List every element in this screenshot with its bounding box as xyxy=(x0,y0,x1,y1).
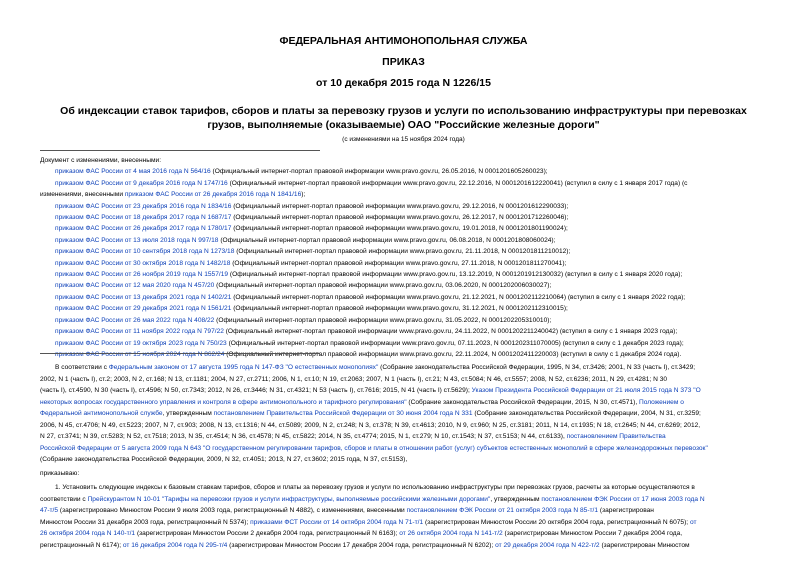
document-link[interactable]: Российской Федерации от 5 августа 2009 года N 643 "О государственном регулировании тарифов, сборов и платы в отношении работ (услуг) субъектов естественных монополий в сфере железнодорожных перевозок" xyxy=(40,444,708,452)
text-fragment: (зарегистрирован xyxy=(598,507,654,514)
document-link[interactable]: Положением о xyxy=(639,398,684,406)
document-link[interactable]: постановлением ФЭК России от 21 октября 2003 года N 85-т/1 xyxy=(406,507,599,514)
document-link[interactable]: приказом ФАС России от 13 декабря 2021 года N 1402/21 xyxy=(55,293,232,301)
document-link[interactable]: 26 октября 2004 года N 140-т/1 xyxy=(40,530,136,537)
text-fragment: (Официальный интернет-портал правовой информации www.pravo.gov.ru, 21.11.2018, N 0001201811210012); xyxy=(234,248,571,256)
text-fragment: В соответствии с xyxy=(55,364,109,371)
change-item xyxy=(40,326,770,337)
text-fragment: соответствии с xyxy=(40,495,88,503)
doc-title: Об индексации ставок тарифов, сборов и платы за перевозку грузов и услуги по использованию инфраструктуры при перевозках грузов, выполняемые (оказываемые) ОАО "Российские железные дороги" xyxy=(60,105,747,131)
doc-date: от 10 декабря 2015 года N 1226/15 xyxy=(316,77,491,89)
text-fragment: (Официальный интернет-портал правовой информации www.pravo.gov.ru, 07.11.2023, N 0001202311070005) (вступил в силу с 1 декабря 2023 года); xyxy=(226,339,684,347)
text-fragment: (зарегистрирован Минюстом России 2 декабря 2004 года, регистрационный N 6163); xyxy=(135,530,400,537)
document-link[interactable]: приказами ФСТ России от 14 октября 2004 года N 71-т/1 xyxy=(250,518,424,526)
text-line xyxy=(40,505,770,517)
text-fragment: ); xyxy=(301,191,306,199)
document-link[interactable]: приказом ФАС России от 23 декабря 2016 года N 1834/16 xyxy=(55,202,232,210)
change-item xyxy=(40,349,770,360)
document-link[interactable]: приказом ФАС России от 15 ноября 2024 года N 862/24 xyxy=(55,350,225,358)
document-link[interactable]: постановлением Правительства Российской Федерации от 30 июня 2004 года N 331 xyxy=(213,410,473,417)
text-line xyxy=(40,540,770,552)
text-fragment: (Официальный интернет-портал правовой информации www.pravo.gov.ru, 29.12.2016, N 0001201612290033); xyxy=(231,202,569,210)
text-fragment: (часть I), ст.4590, N 30 (часть I), ст.4596; N 50, ст.7343; 2012, N 26, ст.3446; N 31, ст.4321; N 53 (часть I), ст.7616; 2015, N 41 (часть I) ст.5629); xyxy=(40,387,472,394)
text-fragment: (Официальный интернет-портал правовой информации www.pravo.gov.ru, 24.11.2022, N 0001202211240042) (вступил в силу с 1 января 2023 года); xyxy=(223,328,678,336)
change-item xyxy=(40,201,770,212)
text-fragment: (Собрание законодательства Российской Федерации, 2004, N 31, ст.3259; xyxy=(472,410,701,417)
document-link[interactable]: приказом ФАС России от 18 декабря 2017 года N 1687/17 xyxy=(55,214,232,222)
text-line xyxy=(40,408,770,420)
order-word: приказываю: xyxy=(40,470,80,477)
agency-name: ФЕДЕРАЛЬНАЯ АНТИМОНОПОЛЬНАЯ СЛУЖБА xyxy=(279,35,528,47)
change-item xyxy=(40,292,770,303)
change-item xyxy=(40,303,770,314)
text-line xyxy=(40,443,770,455)
changes-list xyxy=(40,155,770,360)
change-item xyxy=(40,315,770,326)
text-line xyxy=(40,362,770,374)
text-line xyxy=(40,385,770,397)
text-fragment: (зарегистрирован Минюстом России 17 декабря 2004 года, регистрационный N 6202); xyxy=(227,541,496,549)
preamble-paragraph xyxy=(40,362,770,466)
text-line xyxy=(40,431,770,443)
document-link[interactable]: от xyxy=(689,518,697,526)
document-link[interactable]: приказом ФАС России от 29 декабря 2021 года N 1561/21 xyxy=(55,305,232,313)
document-link[interactable]: от 29 декабря 2004 года N 422-т/2 xyxy=(495,541,600,549)
document-link[interactable]: Указом Президента Российской Федерации от 21 июля 2015 года N 373 "О xyxy=(471,387,701,394)
text-fragment: N 27, ст.3741; N 39, ст.5283; N 52, ст.7518; 2013, N 35, ст.4514; N 36, ст.4578; N 45, ст.5822; 2014, N 35, ст.4774; 2015, N 1, ст.279; N 10, ст.1543; N 37, ст.5153; N 44, ст.6133), xyxy=(40,433,567,440)
text-fragment: (Официальный интернет-портал правовой информации www.pravo.gov.ru, 26.05.2016, N 0001201605260023); xyxy=(210,168,548,176)
document-link[interactable]: постановлением ФЭК России от 17 июня 2003 года N xyxy=(541,495,705,503)
change-item xyxy=(40,212,770,223)
change-item xyxy=(40,258,770,269)
text-line xyxy=(40,494,770,506)
document-link[interactable]: от 16 декабря 2004 года N 295-т/4 xyxy=(122,541,228,549)
document-link[interactable]: приказом ФАС России от 13 июля 2018 года N 997/18 xyxy=(55,236,219,244)
divider xyxy=(40,150,320,151)
doc-status: (с изменениями на 15 ноября 2024 года) xyxy=(342,136,465,143)
text-fragment: , утвержденным xyxy=(162,410,214,417)
text-fragment: 1. Установить следующие индексы к базовым ставкам тарифов, сборов и платы за перевозку грузов и услуги по использованию инфраструктуры при перевозках грузов, расчеты за которые осуществляются в xyxy=(55,484,695,491)
document-link[interactable]: 47-т/5 xyxy=(40,507,59,514)
document-link[interactable]: от 26 октября 2004 года N 141-т/2 xyxy=(399,530,503,537)
document-link[interactable]: приказом ФАС России от 11 ноября 2022 года N 797/22 xyxy=(55,328,224,336)
text-fragment: (Собрание законодательства Российской Федерации, 1995, N 34, ст.3426; 2001, N 33 (часть I), ст.3429; xyxy=(378,364,696,371)
change-item xyxy=(40,280,770,291)
document-link[interactable]: приказом ФАС России от 10 сентября 2018 года N 1273/18 xyxy=(55,248,235,256)
document-link[interactable]: Федеральным законом от 17 августа 1995 года N 147-ФЗ "О естественных монополиях" xyxy=(108,364,379,371)
text-fragment: (зарегистрировано Минюстом России 9 июля 2003 года, регистрационный N 4882), с изменениями, внесенными xyxy=(58,507,407,514)
text-fragment: (Официальный интернет-портал правовой информации www.pravo.gov.ru, 06.08.2018, N 0001201808060024); xyxy=(218,236,556,244)
text-fragment: (Официальный интернет-портал правовой информации www.pravo.gov.ru, 03.06.2020, N 0001202006030027); xyxy=(214,282,552,290)
text-fragment: изменениями, внесенными xyxy=(40,191,125,199)
text-line xyxy=(40,374,770,386)
text-fragment: (зарегистрирован Минюстом России 7 декабря 2004 года, xyxy=(502,530,683,537)
document-link[interactable]: приказом ФАС России от 12 мая 2020 года N 457/20 xyxy=(55,282,215,290)
doc-type: ПРИКАЗ xyxy=(382,56,425,68)
document-link[interactable]: постановлением Правительства xyxy=(566,433,666,440)
text-fragment: (Официальный интернет-портал правовой информации www.pravo.gov.ru, 13.12.2019, N 0001201912130032) (вступил в силу с 1 января 2020 года); xyxy=(228,271,683,279)
text-fragment: (Официальный интернет-портал правовой информации www.pravo.gov.ru, 21.12.2021, N 0001202112210064) (вступил в силу с 1 января 2022 года); xyxy=(231,293,686,301)
change-item xyxy=(40,166,770,177)
text-fragment: (зарегистрирован Минюстом России 20 октября 2004 года, регистрационный N 6075); xyxy=(423,518,690,526)
point-1-paragraph xyxy=(40,482,770,551)
document-link[interactable]: приказом ФАС России от 4 мая 2016 года N 564/16 xyxy=(55,168,211,176)
text-fragment: (Официальный интернет-портал правовой информации www.pravo.gov.ru, 31.12.2021, N 0001202112310015); xyxy=(231,305,568,313)
change-item xyxy=(40,235,770,246)
change-item xyxy=(40,223,770,234)
divider xyxy=(40,353,320,354)
document-link[interactable]: приказом ФАС России от 26 мая 2022 года N 408/22 xyxy=(55,316,215,324)
text-fragment: (Собрание законодательства Российской Федерации, 2015, N 30, ст.4571), xyxy=(406,398,639,406)
text-line xyxy=(40,528,770,540)
change-item xyxy=(40,189,770,200)
document-link[interactable]: приказом ФАС России от 19 октября 2023 года N 750/23 xyxy=(55,339,227,347)
text-fragment: 2006, N 45, ст.4706; N 49, ст.5223; 2007, N 7, ст.903; 2008, N 13, ст.1316; N 44, ст.5089; 2009, N 2, ст.248; N 3, ст.378; N 39, ст.4613; 2010, N 9, ст.960; N 25, ст.3181; 2011, N 14, ст.1935; N 18, ст.2645; N 44, ст.6269; 2012, xyxy=(40,421,701,429)
document-link[interactable]: Прейскурантом N 10-01 "Тарифы на перевозки грузов и услуги инфраструктуры, выполняемые российскими железными дорогами" xyxy=(87,495,491,503)
document-link[interactable]: некоторых вопросах государственного управления и контроля в сфере антимонопольного и тарифного регулирования" xyxy=(40,398,407,406)
text-line xyxy=(40,482,770,494)
text-line xyxy=(40,517,770,529)
text-fragment: 2002, N 1 (часть I), ст.2; 2003, N 2, ст.168; N 13, ст.1181; 2004, N 27, ст.2711; 2006, N 1, ст.10; N 19, ст.2063; 2007, N 1 (часть I), ст.21; N 43, ст.5084; N 46, ст.5557; 2008, N 52, ст.6236; 2011, N 29, ст.4281; N 30 xyxy=(40,375,668,383)
change-item xyxy=(40,269,770,280)
text-fragment: (зарегистрирован Минюстом xyxy=(599,541,690,549)
document-link[interactable]: приказом ФАС России от 9 декабря 2016 года N 1747/16 xyxy=(55,179,228,187)
changes-intro: Документ с изменениями, внесенными: xyxy=(40,157,162,164)
text-fragment: (Собрание законодательства Российской Федерации, 2009, N 32, ст.4051; 2013, N 27, ст.3602; 2015 года, N 37, ст.5153), xyxy=(40,456,408,463)
text-fragment: (Официальный интернет-портал правовой информации www.pravo.gov.ru, 31.05.2022, N 0001202205310010); xyxy=(214,316,552,324)
text-fragment: , утвержденным xyxy=(490,495,542,503)
document-link[interactable]: Федеральной антимонопольной службе xyxy=(40,410,163,417)
changes-items xyxy=(40,166,770,360)
text-fragment: (Официальный интернет-портал правовой информации www.pravo.gov.ru, 19.01.2018, N 0001201801190024); xyxy=(231,225,568,233)
text-line xyxy=(40,420,770,432)
text-fragment: (Официальный интернет-портал правовой информации www.pravo.gov.ru, 26.12.2017, N 0001201712260046); xyxy=(231,214,569,222)
text-fragment: (Официальный интернет-портал правовой информации www.pravo.gov.ru, 27.11.2018, N 0001201811270041); xyxy=(230,259,567,267)
document-link[interactable]: приказом ФАС России от 30 октября 2018 года N 1482/18 xyxy=(55,259,231,267)
document-link[interactable]: приказом ФАС России от 26 декабря 2016 года N 1841/16 xyxy=(124,191,302,199)
text-fragment: Минюстом России 31 декабря 2003 года, регистрационный N 5374); xyxy=(40,518,251,526)
text-fragment: регистрационный N 6174); xyxy=(40,541,123,549)
change-item xyxy=(40,338,770,349)
change-item xyxy=(40,246,770,257)
text-line xyxy=(40,397,770,409)
text-fragment: (Официальный интернет-портал правовой информации www.pravo.gov.ru, 22.12.2016, N 0001201612220041) (вступил в силу с 1 января 2017 года) (с xyxy=(227,179,688,187)
text-fragment: (Официальный интернет-портал правовой информации www.pravo.gov.ru, 22.11.2024, N 0001202411220003) (вступил в силу с 1 декабря 2024 года). xyxy=(224,350,682,358)
document-link[interactable]: приказом ФАС России от 26 декабря 2017 года N 1780/17 xyxy=(55,225,232,233)
document-link[interactable]: приказом ФАС России от 26 ноября 2019 года N 1557/19 xyxy=(55,271,229,279)
change-item xyxy=(40,178,770,189)
text-line xyxy=(40,454,770,466)
